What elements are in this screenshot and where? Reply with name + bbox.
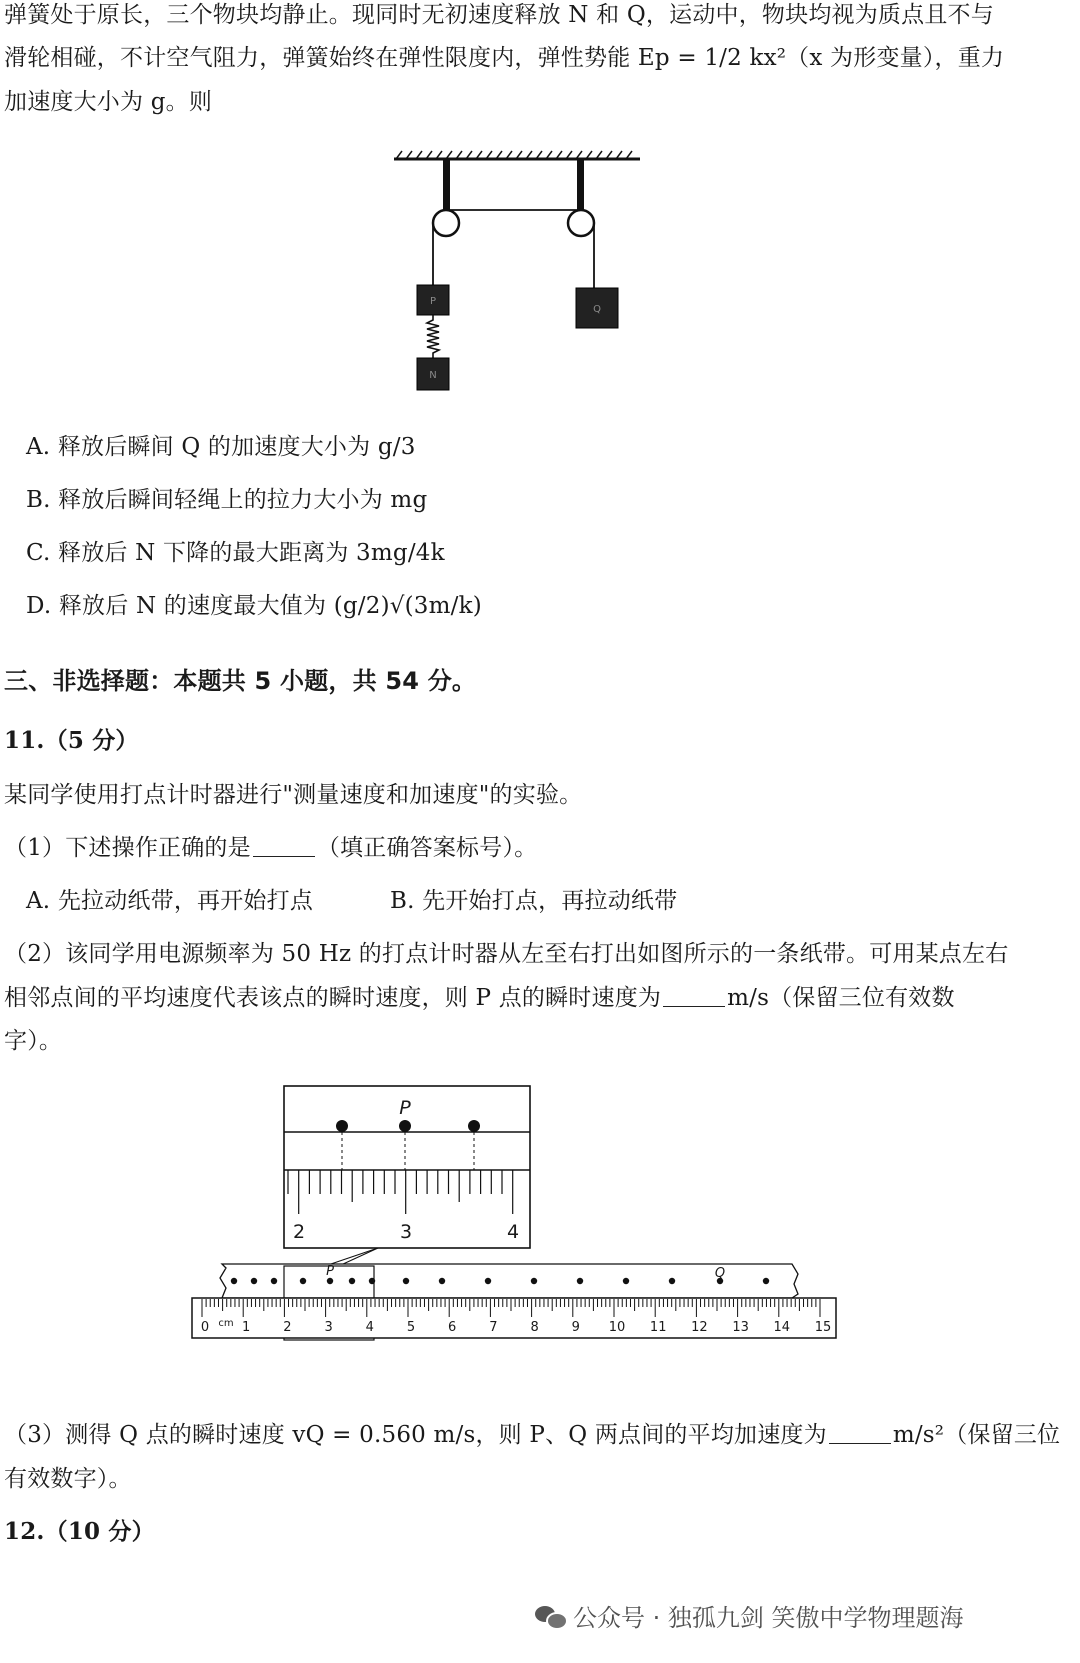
zoom-tick-3: 3	[399, 1221, 413, 1243]
option-c: C. 释放后 N 下降的最大距离为 3mg/4k	[26, 540, 445, 566]
zoom-tick-2: 2	[292, 1221, 306, 1243]
tape-dot	[403, 1278, 409, 1284]
ruler-tick-label: 6	[448, 1320, 457, 1335]
q11-part2-text: 相邻点间的平均速度代表该点的瞬时速度，则 P 点的瞬时速度为	[4, 985, 662, 1011]
q11-part1-suffix: （填正确答案标号）。	[316, 835, 538, 861]
answer-blank-1[interactable]	[253, 834, 315, 857]
intro-line-3: 加速度大小为 g。则	[4, 89, 213, 115]
watermark-text: 公众号 · 独孤九剑 笑傲中学物理题海	[573, 1604, 964, 1632]
ruler-tick-label: 4	[365, 1320, 374, 1335]
ruler-tick-label: 7	[489, 1320, 498, 1335]
ruler-tick-label: 9	[571, 1320, 580, 1335]
block-n-label: N	[429, 370, 437, 381]
tape-dot	[300, 1278, 306, 1284]
answer-blank-3[interactable]	[829, 1421, 891, 1444]
tape-dot	[763, 1278, 769, 1284]
section-title: 三、非选择题：本题共 5 小题，共 54 分。	[4, 667, 477, 695]
tape-label-q: Q	[714, 1266, 726, 1281]
zoom-label-p: P	[399, 1097, 411, 1119]
tape-figure	[180, 1080, 860, 1360]
ruler-tick-label: 8	[530, 1320, 539, 1335]
q11-part3-line1	[4, 1420, 1060, 1450]
tape-dot	[231, 1278, 237, 1284]
q11-stem: 某同学使用打点计时器进行"测量速度和加速度"的实验。	[4, 782, 583, 808]
q11-part3-line2: 有效数字）。	[4, 1466, 132, 1492]
option-d: D. 释放后 N 的速度最大值为 (g/2)√(3m/k)	[26, 593, 482, 619]
tape-dot	[623, 1278, 629, 1284]
tape-dot	[485, 1278, 491, 1284]
block-p-label: P	[429, 296, 437, 307]
wechat-icon	[535, 1604, 565, 1628]
tape-dot	[349, 1278, 355, 1284]
ruler-tick-label: 15	[814, 1320, 832, 1335]
ruler-tick-label: 13	[732, 1320, 749, 1335]
tape-dot	[577, 1278, 583, 1284]
ruler-unit: cm	[218, 1318, 234, 1329]
q11-part1-text: （1）下述操作正确的是	[4, 835, 251, 861]
ruler-tick-label: 2	[283, 1320, 292, 1335]
tape-dot	[271, 1278, 277, 1284]
option-b: B. 释放后瞬间轻绳上的拉力大小为 mg	[26, 487, 428, 513]
q11-part2-suffix: m/s（保留三位有效数	[727, 985, 955, 1011]
ruler-tick-label: 1	[242, 1320, 251, 1335]
q11-number: 11.（5 分）	[4, 727, 139, 754]
tape-dot	[531, 1278, 537, 1284]
tape-dot	[669, 1278, 675, 1284]
ruler-tick-label: 14	[773, 1320, 791, 1335]
ruler-tick-label: 11	[649, 1320, 667, 1335]
tape-dot	[439, 1278, 445, 1284]
answer-blank-2[interactable]	[663, 984, 725, 1007]
block-q-label: Q	[593, 304, 601, 315]
q11-part2-line2	[4, 983, 955, 1013]
intro-line-2: 滑轮相碰，不计空气阻力，弹簧始终在弹性限度内，弹性势能 Ep = 1/2 kx²（x 为形变量），重力	[4, 45, 1005, 71]
ruler-tick-label: 5	[406, 1320, 416, 1335]
ruler-tick-label: 3	[324, 1320, 333, 1335]
ruler-tick-label: 12	[691, 1320, 708, 1335]
tape-dot	[369, 1278, 375, 1284]
q11-part2-line3: 字）。	[4, 1028, 63, 1054]
q11-part2-line1: （2）该同学用电源频率为 50 Hz 的打点计时器从左至右打出如图所示的一条纸带。可用某点左右	[4, 941, 1009, 967]
q12-number: 12.（10 分）	[4, 1518, 155, 1545]
q11-part1-option-a: A. 先拉动纸带，再开始打点	[26, 888, 314, 914]
q11-part1-option-b: B. 先开始打点，再拉动纸带	[390, 888, 678, 914]
intro-line-1: 弹簧处于原长，三个物块均静止。现同时无初速度释放 N 和 Q，运动中，物块均视为质点且不与	[4, 2, 994, 28]
q11-part1	[4, 833, 537, 863]
tape-dot	[251, 1278, 257, 1284]
spring	[427, 315, 439, 358]
q11-part3-suffix: m/s²（保留三位	[892, 1422, 1061, 1448]
zoom-tick-4: 4	[506, 1221, 520, 1243]
ruler-tick-label: 0	[200, 1320, 210, 1335]
watermark	[535, 1598, 964, 1633]
q11-part3-text: （3）测得 Q 点的瞬时速度 vQ = 0.560 m/s，则 P、Q 两点间的平均加速度为	[4, 1422, 827, 1448]
pulley-figure	[390, 145, 650, 400]
tape-label-p: P	[326, 1264, 334, 1279]
option-a: A. 释放后瞬间 Q 的加速度大小为 g/3	[26, 434, 416, 460]
ruler-tick-label: 10	[608, 1320, 626, 1335]
